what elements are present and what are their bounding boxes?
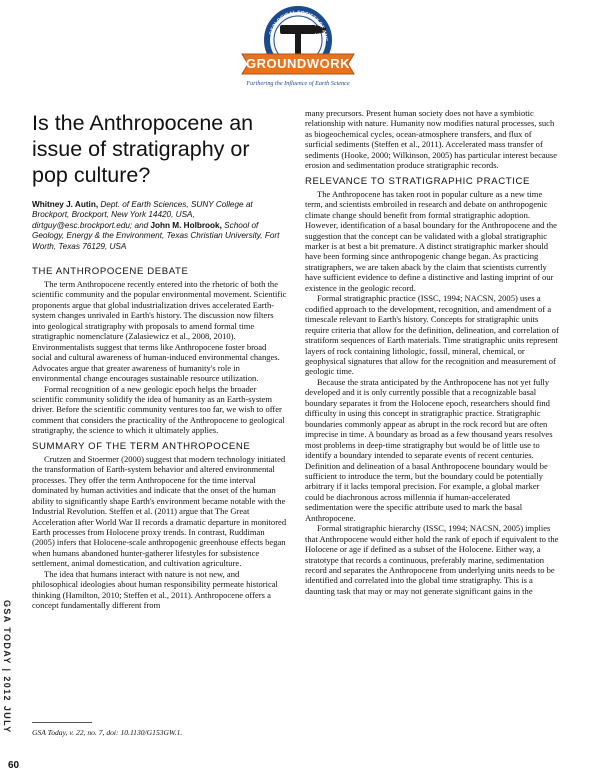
left-column (32, 108, 287, 611)
author2-affiliation: School of Geology, Energy & the Environment, Texas Christian University, Fort Worth, Texas 76129, USA (32, 220, 280, 251)
paragraph: many precursors. Present human society does not have a symbiotic relationship with nature. Humanity now modifies natural processes, such as biogeochemical cycles, ocean-atmosphere transfers, and flux of surficial sediments (Steffen et al., 2011). Accelerated mass transfer of sediments (Hooke, 2000; Wilkinson, 2005) has particular interest because erosion and sedimentation produce stratigraphic records. (305, 108, 558, 171)
section-heading: SUMMARY OF THE TERM ANTHROPOCENE (32, 440, 251, 452)
logo-graphic (236, 6, 360, 94)
groundwork-logo (236, 6, 360, 94)
author1-name: Whitney J. Autin, (32, 200, 99, 209)
logo-tagline: Furthering the Influence of Earth Science (246, 80, 350, 87)
section-heading: THE ANTHROPOCENE DEBATE (32, 266, 189, 278)
paragraph: Because the strata anticipated by the Anthropocene has not yet fully developed and it is only currently possible that a recognizable basal boundary separates it from the Holocene epoch, researchers should find difficulty in using this concept in stratigraphic practice. Stratigraphic boundaries commonly appear as abrupt in the rock record but are often imprecise in time. A boundary as broad as a few thousand years resolves most problems in deep-time stratigraphy but would be of little use to identify a boundary intended to separate events of recent centuries. Definition and delineation of a basal Anthropocene boundary would be sufficient to introduce the term, but the boundary could be potentially arbitrary if it lacks temporal precision. For example, a global marker could be diachronous across millennia if human-accelerated sedimentation were the specific attribute used to mark the basal Anthropocene. (305, 376, 553, 523)
article-title: Is the Anthropocene an issue of stratigraphy or pop culture? (32, 111, 254, 187)
paragraph: Formal recognition of a new geologic epoch helps the broader scientific community solidify the idea of humanity as an Earth-system driver. Before the scientific community ventures too far, we wish to offer comment that considers the practicality of the Anthropocene to geological stratigraphy, the science to which it ultimately applies. (32, 383, 285, 436)
citation-footnote: GSA Today, v. 22, no. 7, doi: 10.1130/G153GW.1. (32, 728, 183, 737)
paragraph: Formal stratigraphic hierarchy (ISSC, 1994; NACSN, 2005) implies that Anthropocene would either hold the rank of epoch if equivalent to the Holocene or age if defined as a subset of the Holocene. Either way, a stratotype that records a continuous, preferably marine, sedimentation record and separates the Anthropocene from underlying units needs to be identified and correlated into the global time stratigraphy. This is a daunting task that may or may not generate significant gains in the (305, 523, 559, 596)
section-heading: RELEVANCE TO STRATIGRAPHIC PRACTICE (305, 175, 530, 187)
paragraph: The idea that humans interact with nature is not new, and philosophical ideologies about human responsibility permeate historical thinking (Hamilton, 2010; Steffen et al., 2011). Anthropocene offers a concept fundamentally different from (32, 568, 278, 611)
right-column (305, 108, 560, 596)
logo-banner-text: GROUNDWORK (246, 56, 350, 71)
side-label-text: GSA TODAY | 2012 JULY (2, 600, 12, 734)
author2-name: John M. Holbrook, (150, 220, 222, 230)
author-block (32, 200, 287, 252)
author1-affiliation: Dept. of Earth Sciences, SUNY College at Brockport, Brockport, New York 14420, USA, dirtguy@esc.brockport.edu; and (32, 200, 253, 230)
journal-side-label (2, 600, 22, 750)
paragraph: The term Anthropocene recently entered into the rhetoric of both the scientific community and the popular environmental movement. Scientific proponents argue that global industrialization drives accelerated Earth-system changes unrivaled in Earth's history. The discussion now filters into geological stratigraphy with proposals to amend formal time stratigraphic nomenclature (Zalasiewicz et al., 2008, 2010). Environmentalists suggest that terms like Anthropocene foster broad social and cultural awareness of human-induced environmental changes. Advocates argue that greater awareness of humanity's role in environmental change encourages sustainable resource utilization. (32, 279, 287, 384)
paragraph: Crutzen and Stoermer (2000) suggest that modern technology initiated the transformation of Earth-system behavior and altered environmental processes. They offer the term Anthropocene for the time interval dominated by human activities and indicate that the onset of the human ability to significantly shape Earth's environment became notable with the Industrial Revolution. Steffen et al. (2011) argue that The Great Acceleration after World War II records a dramatic departure in monitored Earth processes from Holocene proxy trends. In contrast, Ruddiman (2005) infers that Holocene-scale anthropogenic greenhouse effects began when humans abandoned hunter-gatherer lifestyles for subsistence settlement, animal domestication, and cultivation agriculture. (32, 453, 287, 569)
page-number: 60 (8, 760, 20, 771)
logo-ring-text: GEOLOGICAL SOCIETY OF AME (268, 9, 329, 42)
paragraph: Formal stratigraphic practice (ISSC, 1994; NACSN, 2005) uses a codified approach to the development, recognition, and amendment of a timescale relevant to Earth's history. Concepts for stratigraphic units require criteria that allow for the definition, delineation, and correlation of stratiform sequences of Earth materials. Time stratigraphic units represent layers of rock containing lithologic, fossil, mineral, chemical, or geophysical signatures that allow for the recognition and measurement of geologic time. (305, 293, 559, 377)
footnote-rule (32, 722, 92, 723)
paragraph: The Anthropocene has taken root in popular culture as a new time term, and scientists embroiled in research and debate on anthropogenic climate change should benefit from formal stratigraphic adoption. However, identification of a basal boundary for the Anthropocene and the suggestion that the concept can be validated with a global stratigraphic marker is at best a bit premature. A distinct stratigraphic marker should have been forming since anthropogenic change began. As practicing stratigraphers, we are taken aback by the claim that scientists currently have sufficient evidence to define a distinctive and lasting imprint of our existence in the geologic record. (305, 188, 557, 293)
